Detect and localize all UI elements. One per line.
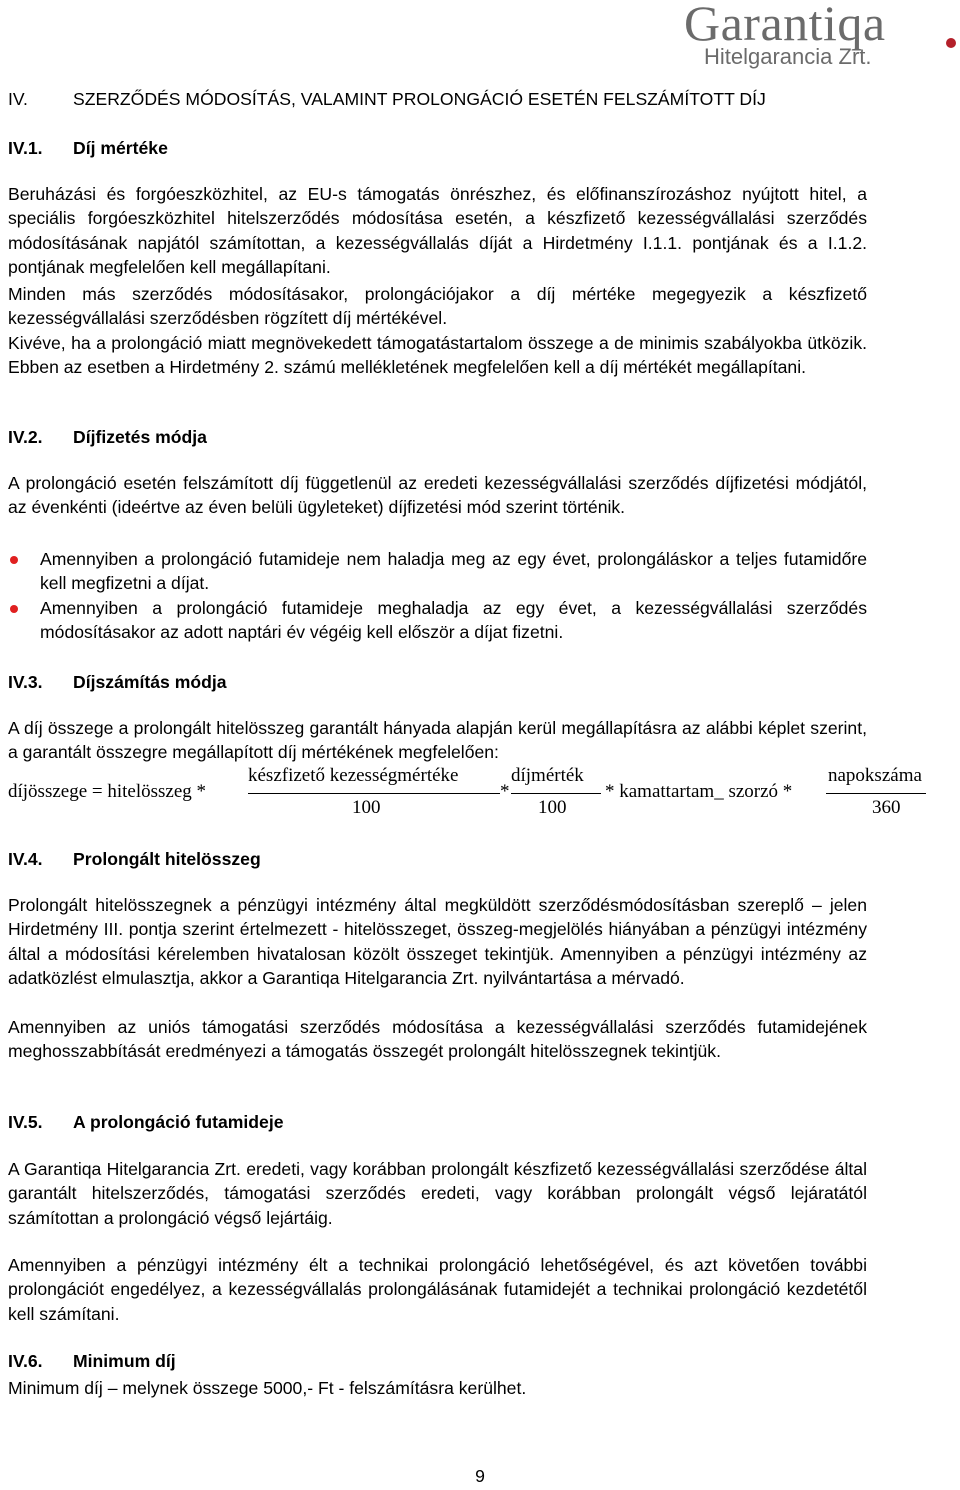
subsection-number: IV.4. — [8, 849, 43, 869]
logo-subtitle: Hitelgarancia Zrt. — [704, 44, 872, 69]
logo-wordmark: Garantiqa — [684, 0, 886, 51]
subsection-title: A prolongáció futamideje — [73, 1112, 284, 1132]
paragraph: A prolongáció esetén felszámított díj függetlenül az eredeti kezességvállalási szerződés díjfizetési módjától, az évenkénti (ideértve az éven belüli ügyleteket) díjfizetési mód szerint történik. — [8, 473, 867, 518]
paragraph: Kivéve, ha a prolongáció miatt megnövekedett támogatástartalom összege a de minimis szabályokba ütközik. Ebben az esetben a Hirdetmény 2. számú mellékletének megfelelően kell a díj mértékét megállapítani. — [8, 333, 867, 378]
formula-fraction2-numerator: díjmérték — [511, 765, 584, 786]
paragraph: Minimum díj – melynek összege 5000,- Ft - felszámításra kerülhet. — [8, 1378, 527, 1398]
bullet-icon — [10, 556, 18, 564]
formula-fraction3-numerator: napokszáma — [828, 765, 922, 786]
formula-fraction3-denominator: 360 — [872, 797, 901, 818]
formula-middle: * kamattartam_ szorzó * — [605, 781, 793, 802]
paragraph: Prolongált hitelösszegnek a pénzügyi intézmény által megküldött szerződésmódosításban szereplő – jelen Hirdetmény III. pontja szerint értelmezett - hitelösszeget, összeg-megjelölés hiányában a pénzügyi intézmény által a módosítási kérelemben hivatalosan közölt összeget tekintjük. Amennyiben a pénzügyi intézmény az adatközlést elmulasztja, akkor a Garantiqa Hitelgarancia Zrt. nyilvántartása a mérvadó. — [8, 895, 867, 989]
bullet-list — [8, 547, 867, 645]
bullet-icon — [10, 605, 18, 613]
fraction-line — [826, 793, 926, 794]
formula-fraction2-denominator: 100 — [538, 797, 567, 818]
section-number: IV. — [8, 89, 28, 109]
paragraph: Amennyiben a pénzügyi intézmény élt a technikai prolongáció lehetőségével, és azt követően további prolongációt engedélyez, a kezességvállalás prolongálásának futamidejét a technikai prolongáció kezdetétől kell számítani. — [8, 1255, 867, 1324]
formula-fraction1-denominator: 100 — [352, 797, 381, 818]
subsection-title: Prolongált hitelösszeg — [73, 849, 261, 869]
list-item — [8, 547, 867, 596]
paragraph: Beruházási és forgóeszközhitel, az EU-s támogatás önrészhez, és előfinanszírozáshoz nyújtott hitel, a speciális forgóeszközhitel hitelszerződés módosítása esetén, a készfizető kezességvállalási szerződés módosításának napjától számítottan, a kezességvállalás díját a Hirdetmény I.1.1. pontjának és a I.1.2. pontjának megfelelően kell megállapítani. — [8, 184, 867, 278]
section-title: SZERZŐDÉS MÓDOSÍTÁS, VALAMINT PROLONGÁCIÓ ESETÉN FELSZÁMÍTOTT DÍJ — [73, 89, 766, 109]
list-item — [8, 596, 867, 645]
fee-formula — [8, 765, 928, 821]
logo-dot-icon — [946, 38, 956, 48]
subsection-number: IV.1. — [8, 138, 43, 158]
subsection-number: IV.2. — [8, 427, 43, 447]
subsection-title: Díjszámítás módja — [73, 672, 227, 692]
subsection-number: IV.6. — [8, 1351, 43, 1371]
paragraph: A Garantiqa Hitelgarancia Zrt. eredeti, vagy korábban prolongált készfizető kezességvállalási szerződése által garantált hitelszerződés, támogatási szerződés eredeti, vagy korábban prolongált végső lejáratától számítottan a prolongáció végső lejártáig. — [8, 1159, 867, 1228]
list-item-text: Amennyiben a prolongáció futamideje nem haladja meg az egy évet, prolongáláskor a teljes futamidőre kell megfizetni a díjat. — [40, 549, 867, 594]
subsection-title: Minimum díj — [73, 1351, 176, 1371]
subsection-title: Díj mértéke — [73, 138, 168, 158]
paragraph: A díj összege a prolongált hitelösszeg garantált hányada alapján kerül megállapításra az alábbi képlet szerint, a garantált összegre megállapított díj mértékének megfelelően: — [8, 718, 867, 763]
formula-lhs: díjösszege = hitelösszeg * — [8, 781, 207, 802]
formula-fraction1-numerator: készfizető kezességmértéke — [248, 765, 459, 786]
fraction-line — [248, 793, 500, 794]
subsection-number: IV.3. — [8, 672, 43, 692]
paragraph: Amennyiben az uniós támogatási szerződés módosítása a kezességvállalási szerződés futamidejének meghosszabbítását eredményezi a támogatás összegét prolongált hitelösszegnek tekintjük. — [8, 1017, 867, 1062]
subsection-title: Díjfizetés módja — [73, 427, 207, 447]
fraction-line — [511, 793, 601, 794]
page-number: 9 — [475, 1466, 485, 1486]
formula-operator: * — [500, 781, 510, 802]
list-item-text: Amennyiben a prolongáció futamideje meghaladja az egy évet, a kezességvállalási szerződés módosításakor az adott naptári év végéig kell először a díjat fizetni. — [40, 597, 867, 643]
paragraph: Minden más szerződés módosításakor, prolongációjakor a díj mértéke megegyezik a készfizető kezességvállalási szerződésben rögzített díj mértékével. — [8, 284, 867, 329]
subsection-number: IV.5. — [8, 1112, 43, 1132]
garantiqa-logo — [660, 0, 960, 80]
